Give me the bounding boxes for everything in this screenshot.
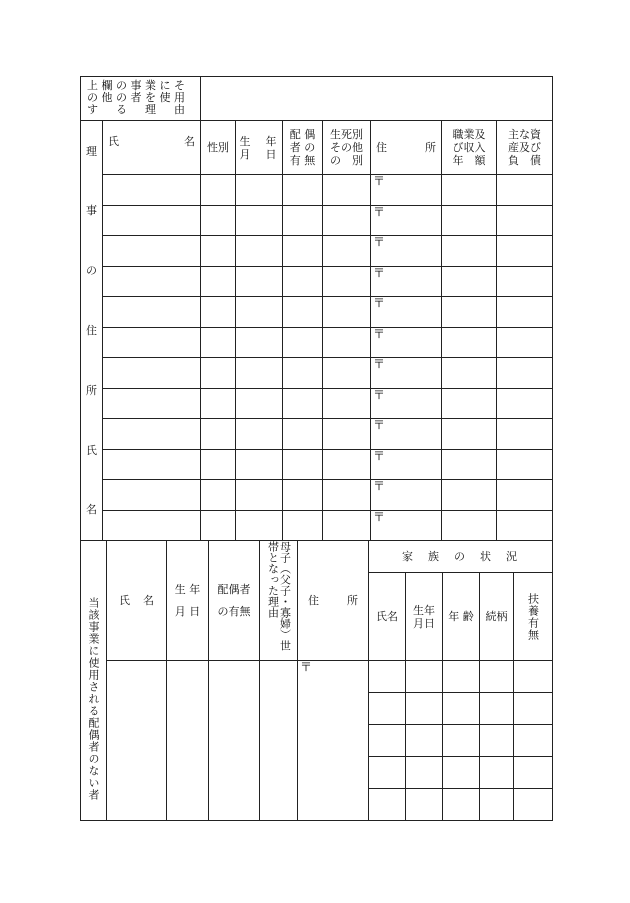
postal-mark: 〒	[373, 326, 386, 341]
director-name-cell[interactable]	[103, 266, 201, 297]
family-support-cell[interactable]	[514, 661, 553, 693]
director-birth-cell[interactable]	[236, 388, 283, 419]
director-address-cell[interactable]	[371, 175, 442, 206]
director-birth-cell[interactable]	[236, 175, 283, 206]
director-sex-cell[interactable]	[201, 510, 236, 541]
director-row	[81, 419, 553, 450]
director-life-status-cell[interactable]	[323, 236, 371, 267]
director-life-status-cell[interactable]	[323, 449, 371, 480]
postal-mark: 〒	[373, 357, 386, 371]
director-sex-cell[interactable]	[201, 205, 236, 236]
director-birth-cell[interactable]	[236, 510, 283, 541]
directors-side-label	[81, 121, 103, 541]
family-name-cell[interactable]	[369, 757, 406, 789]
family-status-title: 家 族 の 状 況	[369, 541, 553, 573]
emp-col-reason-header: 母子（父子・寡婦）世帯となった理由	[260, 541, 298, 661]
director-assets-cell[interactable]	[497, 480, 553, 511]
director-address-cell[interactable]	[371, 358, 442, 389]
col-sex-header: 性別	[201, 121, 236, 175]
col-birth-header: 生 年 月 日	[236, 121, 283, 175]
family-birth-cell[interactable]	[406, 693, 443, 725]
director-address-cell[interactable]	[371, 388, 442, 419]
director-assets-cell[interactable]	[497, 205, 553, 236]
director-birth-cell[interactable]	[236, 236, 283, 267]
family-support-cell[interactable]	[514, 789, 553, 821]
director-row	[81, 297, 553, 328]
side-char: 住	[86, 323, 97, 337]
director-sex-cell[interactable]	[201, 419, 236, 450]
reason-value[interactable]	[201, 77, 553, 121]
director-address-cell[interactable]	[371, 205, 442, 236]
side-char: の	[86, 264, 97, 278]
employee-reason-cell[interactable]	[260, 661, 298, 821]
director-assets-cell[interactable]	[497, 266, 553, 297]
director-job-income-cell[interactable]	[442, 266, 497, 297]
employees-table	[80, 540, 553, 821]
postal-mark: 〒	[373, 174, 386, 188]
reason-header-line: す る 理 由	[87, 103, 185, 116]
family-col-support: 扶養有無	[514, 573, 553, 661]
director-assets-cell[interactable]	[497, 236, 553, 267]
director-spouse-cell[interactable]	[283, 510, 323, 541]
director-spouse-cell[interactable]	[283, 358, 323, 389]
postal-mark: 〒	[373, 509, 386, 524]
director-job-income-cell[interactable]	[442, 419, 497, 450]
family-relation-cell[interactable]	[480, 661, 514, 693]
director-row	[81, 480, 553, 511]
emp-col-address-header: 住 所	[298, 541, 369, 661]
director-assets-cell[interactable]	[497, 297, 553, 328]
director-life-status-cell[interactable]	[323, 205, 371, 236]
reason-header-line: の 他 の 者 を 使 用	[87, 91, 185, 104]
emp-col-name-header: 氏 名	[107, 541, 167, 661]
director-sex-cell[interactable]	[201, 327, 236, 358]
director-spouse-cell[interactable]	[283, 236, 323, 267]
director-sex-cell[interactable]	[201, 449, 236, 480]
director-address-cell[interactable]	[371, 327, 442, 358]
director-sex-cell[interactable]	[201, 236, 236, 267]
family-col-relation: 続柄	[480, 573, 514, 661]
director-name-cell[interactable]	[103, 327, 201, 358]
director-birth-cell[interactable]	[236, 266, 283, 297]
family-col-name: 氏名	[369, 573, 406, 661]
director-name-cell[interactable]	[103, 297, 201, 328]
col-job-income-header: 職業及 び収入 年 額	[442, 121, 497, 175]
director-name-cell[interactable]	[103, 388, 201, 419]
director-address-cell[interactable]	[371, 297, 442, 328]
reason-header-line: 上 欄 の 事 業 に そ	[87, 79, 185, 92]
director-birth-cell[interactable]	[236, 205, 283, 236]
director-birth-cell[interactable]	[236, 480, 283, 511]
family-name-cell[interactable]	[369, 693, 406, 725]
employee-birth-cell[interactable]	[167, 661, 209, 821]
director-row	[81, 358, 553, 389]
director-row	[81, 205, 553, 236]
director-sex-cell[interactable]	[201, 297, 236, 328]
directors-header-row	[81, 121, 553, 175]
director-job-income-cell[interactable]	[442, 327, 497, 358]
family-birth-cell[interactable]	[406, 661, 443, 693]
director-name-cell[interactable]	[103, 510, 201, 541]
director-job-income-cell[interactable]	[442, 358, 497, 389]
director-spouse-cell[interactable]	[283, 449, 323, 480]
director-birth-cell[interactable]	[236, 327, 283, 358]
family-name-cell[interactable]	[369, 661, 406, 693]
director-row	[81, 510, 553, 541]
director-job-income-cell[interactable]	[442, 297, 497, 328]
director-row	[81, 327, 553, 358]
director-birth-cell[interactable]	[236, 297, 283, 328]
director-life-status-cell[interactable]	[323, 175, 371, 206]
postal-mark: 〒	[300, 660, 313, 674]
family-col-birth: 生年 月日	[406, 573, 443, 661]
director-job-income-cell[interactable]	[442, 205, 497, 236]
postal-mark: 〒	[373, 235, 386, 249]
director-name-cell[interactable]	[103, 236, 201, 267]
employees-header-row-1	[81, 541, 553, 573]
family-name-cell[interactable]	[369, 789, 406, 821]
director-row	[81, 388, 553, 419]
director-assets-cell[interactable]	[497, 327, 553, 358]
director-assets-cell[interactable]	[497, 419, 553, 450]
director-life-status-cell[interactable]	[323, 297, 371, 328]
family-relation-cell[interactable]	[480, 693, 514, 725]
side-char: 所	[86, 383, 97, 397]
director-assets-cell[interactable]	[497, 449, 553, 480]
directors-table	[80, 120, 553, 541]
postal-mark: 〒	[373, 448, 386, 463]
director-birth-cell[interactable]	[236, 419, 283, 450]
postal-mark: 〒	[373, 204, 386, 219]
col-life-status-header: 生死別 その他 の 別	[323, 121, 371, 175]
col-name-header: 氏 名	[103, 121, 201, 175]
director-life-status-cell[interactable]	[323, 327, 371, 358]
director-address-cell[interactable]	[371, 510, 442, 541]
director-row	[81, 449, 553, 480]
director-address-cell[interactable]	[371, 419, 442, 450]
director-spouse-cell[interactable]	[283, 419, 323, 450]
director-name-cell[interactable]	[103, 449, 201, 480]
director-sex-cell[interactable]	[201, 266, 236, 297]
director-assets-cell[interactable]	[497, 358, 553, 389]
director-birth-cell[interactable]	[236, 358, 283, 389]
postal-mark: 〒	[373, 265, 386, 280]
postal-mark: 〒	[373, 418, 386, 432]
family-birth-cell[interactable]	[406, 789, 443, 821]
family-relation-cell[interactable]	[480, 725, 514, 757]
director-spouse-cell[interactable]	[283, 480, 323, 511]
director-life-status-cell[interactable]	[323, 419, 371, 450]
postal-mark: 〒	[373, 296, 386, 310]
director-assets-cell[interactable]	[497, 510, 553, 541]
director-row	[81, 175, 553, 206]
director-job-income-cell[interactable]	[442, 480, 497, 511]
director-spouse-cell[interactable]	[283, 175, 323, 206]
director-spouse-cell[interactable]	[283, 205, 323, 236]
postal-mark: 〒	[373, 387, 386, 402]
director-spouse-cell[interactable]	[283, 266, 323, 297]
director-name-cell[interactable]	[103, 480, 201, 511]
director-name-cell[interactable]	[103, 175, 201, 206]
side-char: 事	[86, 204, 97, 218]
director-row	[81, 266, 553, 297]
director-sex-cell[interactable]	[201, 358, 236, 389]
family-relation-cell[interactable]	[480, 789, 514, 821]
side-char: 理	[86, 144, 97, 158]
director-job-income-cell[interactable]	[442, 388, 497, 419]
family-age-cell[interactable]	[443, 789, 480, 821]
family-col-age: 年 齢	[443, 573, 480, 661]
family-relation-cell[interactable]	[480, 757, 514, 789]
director-address-cell[interactable]	[371, 236, 442, 267]
employee-name-cell[interactable]	[107, 661, 167, 821]
family-support-cell[interactable]	[514, 693, 553, 725]
director-name-cell[interactable]	[103, 419, 201, 450]
director-row	[81, 236, 553, 267]
director-sex-cell[interactable]	[201, 175, 236, 206]
director-life-status-cell[interactable]	[323, 358, 371, 389]
family-birth-cell[interactable]	[406, 725, 443, 757]
employees-side-label: 当該事業に使用される配偶者のない者	[81, 541, 107, 821]
employee-row	[81, 661, 553, 693]
postal-mark: 〒	[373, 479, 386, 493]
director-spouse-cell[interactable]	[283, 297, 323, 328]
director-birth-cell[interactable]	[236, 449, 283, 480]
director-address-cell[interactable]	[371, 266, 442, 297]
family-age-cell[interactable]	[443, 757, 480, 789]
family-age-cell[interactable]	[443, 661, 480, 693]
director-life-status-cell[interactable]	[323, 388, 371, 419]
employee-spouse-cell[interactable]	[209, 661, 260, 821]
director-address-cell[interactable]	[371, 449, 442, 480]
family-age-cell[interactable]	[443, 725, 480, 757]
side-char: 名	[86, 503, 97, 517]
director-spouse-cell[interactable]	[283, 327, 323, 358]
director-address-cell[interactable]	[371, 480, 442, 511]
director-assets-cell[interactable]	[497, 175, 553, 206]
emp-col-birth-header: 生 年 月 日	[167, 541, 209, 661]
employee-address-cell[interactable]	[298, 661, 369, 821]
emp-col-spouse-header: 配偶者 の有無	[209, 541, 260, 661]
reason-header	[81, 77, 201, 121]
director-job-income-cell[interactable]	[442, 510, 497, 541]
reason-table	[80, 76, 553, 121]
director-life-status-cell[interactable]	[323, 510, 371, 541]
director-sex-cell[interactable]	[201, 480, 236, 511]
director-life-status-cell[interactable]	[323, 266, 371, 297]
director-job-income-cell[interactable]	[442, 449, 497, 480]
director-assets-cell[interactable]	[497, 388, 553, 419]
col-assets-header: 主な資 産及び 負 債	[497, 121, 553, 175]
family-name-cell[interactable]	[369, 725, 406, 757]
col-address-header: 住 所	[371, 121, 442, 175]
director-job-income-cell[interactable]	[442, 175, 497, 206]
family-support-cell[interactable]	[514, 757, 553, 789]
family-birth-cell[interactable]	[406, 757, 443, 789]
director-life-status-cell[interactable]	[323, 480, 371, 511]
director-sex-cell[interactable]	[201, 388, 236, 419]
col-spouse-header: 配 偶 者 の 有 無	[283, 121, 323, 175]
family-age-cell[interactable]	[443, 693, 480, 725]
family-support-cell[interactable]	[514, 725, 553, 757]
side-char: 氏	[86, 443, 97, 457]
director-spouse-cell[interactable]	[283, 388, 323, 419]
director-name-cell[interactable]	[103, 358, 201, 389]
director-job-income-cell[interactable]	[442, 236, 497, 267]
director-name-cell[interactable]	[103, 205, 201, 236]
